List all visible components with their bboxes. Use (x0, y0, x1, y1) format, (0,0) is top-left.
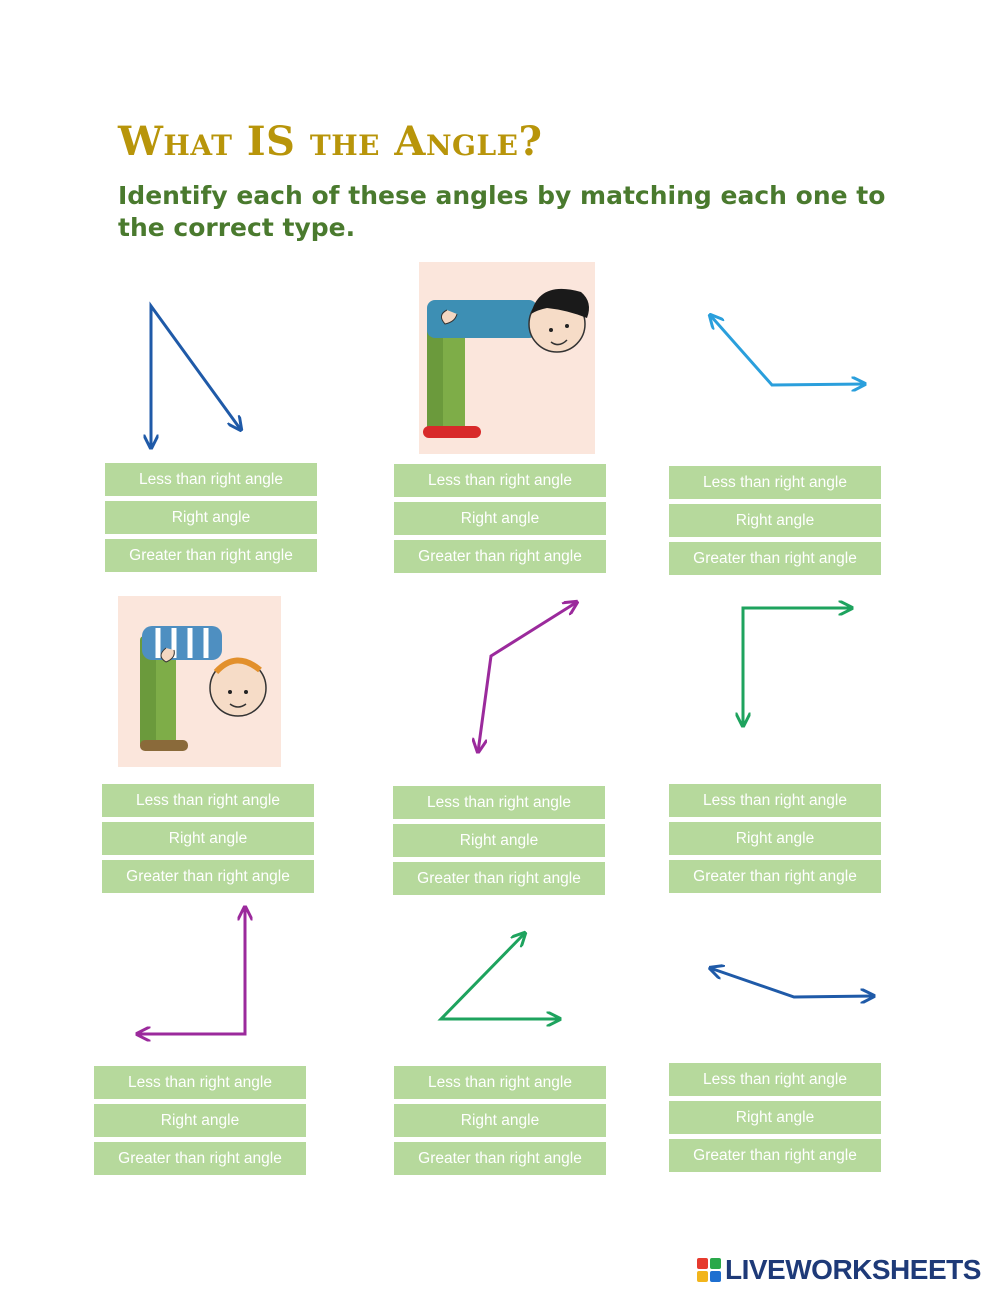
option-greater-than-right-angle[interactable]: Greater than right angle (94, 1142, 306, 1175)
angle-3-obtuse (710, 315, 865, 385)
option-greater-than-right-angle[interactable]: Greater than right angle (669, 860, 881, 893)
choices-angle-9 (669, 1063, 881, 1177)
logo-blocks-icon (697, 1258, 721, 1282)
option-less-than-right-angle[interactable]: Less than right angle (669, 466, 881, 499)
instructions-text: Identify each of these angles by matching each one to the correct type. (118, 181, 886, 242)
option-less-than-right-angle[interactable]: Less than right angle (102, 784, 314, 817)
worksheet-title: What IS the Angle? (118, 118, 543, 165)
option-less-than-right-angle[interactable]: Less than right angle (669, 1063, 881, 1096)
bending-child-picture-2 (118, 596, 281, 767)
choices-angle-8 (394, 1066, 606, 1180)
option-less-than-right-angle[interactable]: Less than right angle (105, 463, 317, 496)
option-less-than-right-angle[interactable]: Less than right angle (94, 1066, 306, 1099)
choices-picture-2 (102, 784, 314, 898)
option-right-angle[interactable]: Right angle (394, 1104, 606, 1137)
option-right-angle[interactable]: Right angle (94, 1104, 306, 1137)
bending-child-picture-1 (419, 262, 595, 454)
option-greater-than-right-angle[interactable]: Greater than right angle (394, 540, 606, 573)
angle-8-acute (441, 933, 560, 1019)
angle-9-obtuse (710, 968, 874, 997)
option-greater-than-right-angle[interactable]: Greater than right angle (102, 860, 314, 893)
option-right-angle[interactable]: Right angle (669, 1101, 881, 1134)
choices-picture-1 (394, 464, 606, 578)
option-greater-than-right-angle[interactable]: Greater than right angle (669, 542, 881, 575)
option-greater-than-right-angle[interactable]: Greater than right angle (105, 539, 317, 572)
angle-1-acute (151, 306, 241, 448)
option-greater-than-right-angle[interactable]: Greater than right angle (394, 1142, 606, 1175)
angle-5-obtuse (478, 602, 577, 752)
option-right-angle[interactable]: Right angle (105, 501, 317, 534)
option-greater-than-right-angle[interactable]: Greater than right angle (393, 862, 605, 895)
choices-angle-5 (393, 786, 605, 900)
choices-angle-3 (669, 466, 881, 580)
option-less-than-right-angle[interactable]: Less than right angle (394, 1066, 606, 1099)
option-right-angle[interactable]: Right angle (669, 504, 881, 537)
option-less-than-right-angle[interactable]: Less than right angle (393, 786, 605, 819)
option-greater-than-right-angle[interactable]: Greater than right angle (669, 1139, 881, 1172)
angle-7-right (137, 907, 245, 1034)
choices-angle-1 (105, 463, 317, 577)
option-less-than-right-angle[interactable]: Less than right angle (394, 464, 606, 497)
option-less-than-right-angle[interactable]: Less than right angle (669, 784, 881, 817)
liveworksheets-logo (697, 1253, 981, 1287)
choices-angle-6 (669, 784, 881, 898)
option-right-angle[interactable]: Right angle (102, 822, 314, 855)
option-right-angle[interactable]: Right angle (393, 824, 605, 857)
logo-text: LIVEWORKSHEETS (725, 1254, 981, 1285)
angle-6-right (743, 608, 852, 726)
option-right-angle[interactable]: Right angle (669, 822, 881, 855)
option-right-angle[interactable]: Right angle (394, 502, 606, 535)
choices-angle-7 (94, 1066, 306, 1180)
